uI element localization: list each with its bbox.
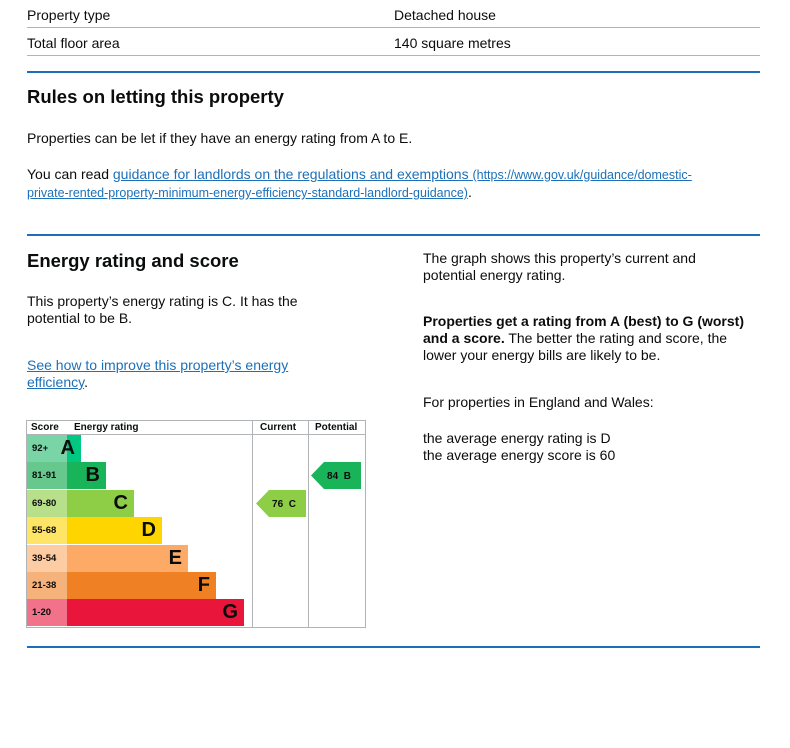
explainer-line: potential energy rating. bbox=[423, 267, 566, 283]
energy-rating-chart bbox=[26, 420, 366, 628]
energy-heading: Energy rating and score bbox=[27, 250, 239, 271]
band-letter: D bbox=[141, 519, 156, 542]
band-score-text: 1-20 bbox=[32, 607, 52, 619]
band-score-c bbox=[27, 490, 67, 517]
band-score-g bbox=[27, 599, 67, 626]
energy-rating-para bbox=[27, 293, 357, 327]
chart-header-score: Score bbox=[31, 422, 59, 433]
band-score-text: 81-91 bbox=[32, 470, 57, 482]
summary-row-floor-area bbox=[27, 28, 760, 56]
rating-scale-explainer bbox=[423, 313, 763, 364]
averages bbox=[423, 430, 763, 464]
summary-row-property-type bbox=[27, 0, 760, 28]
improve-suffix: . bbox=[84, 374, 88, 390]
band-score-e bbox=[27, 545, 67, 572]
band-score-text: 92+ bbox=[32, 443, 49, 454]
guidance-link-url-1: (https://www.gov.uk/guidance/domestic- bbox=[472, 168, 692, 182]
band-f bbox=[67, 572, 216, 599]
chart-column-divider bbox=[252, 421, 253, 627]
band-a bbox=[60, 435, 81, 462]
property-summary-table bbox=[27, 0, 760, 56]
band-g bbox=[67, 599, 244, 626]
rating-line: This property’s energy rating is C. It has the bbox=[27, 293, 298, 309]
section-divider bbox=[27, 234, 760, 236]
band-score-f bbox=[27, 572, 67, 599]
chart-header-current: Current bbox=[260, 422, 297, 433]
potential-rating-arrow-label: 84 B bbox=[327, 471, 351, 483]
summary-value: Detached house bbox=[394, 7, 496, 23]
region-note: For properties in England and Wales: bbox=[423, 394, 654, 410]
band-score-text: 39-54 bbox=[32, 552, 57, 564]
current-rating-arrow bbox=[256, 490, 306, 517]
chart-header-rating: Energy rating bbox=[74, 422, 139, 433]
chart-header-potential: Potential bbox=[315, 422, 358, 433]
band-letter: G bbox=[222, 601, 238, 624]
summary-label: Total floor area bbox=[27, 35, 120, 51]
band-c bbox=[67, 490, 134, 517]
explainer-line: The graph shows this property’s current and bbox=[423, 250, 696, 266]
improve-link-text: See how to improve this property’s energy bbox=[27, 357, 289, 373]
band-score-text: 69-80 bbox=[32, 497, 57, 509]
band-score-d bbox=[27, 517, 67, 544]
band-letter: B bbox=[85, 464, 100, 487]
band-e bbox=[67, 545, 188, 572]
improve-efficiency-link[interactable] bbox=[27, 357, 288, 390]
section-divider bbox=[27, 71, 760, 73]
landlord-guidance-link[interactable] bbox=[27, 166, 692, 200]
potential-rating-arrow bbox=[311, 462, 361, 489]
rating-line: potential to be B. bbox=[27, 310, 133, 326]
guidance-link-text: guidance for landlords on the regulations and exemptions bbox=[112, 166, 469, 182]
scale-text: lower your energy bills are likely to be. bbox=[423, 347, 661, 363]
summary-label: Property type bbox=[27, 7, 111, 23]
band-b bbox=[67, 462, 106, 489]
band-letter: A bbox=[60, 437, 75, 459]
band-d bbox=[67, 517, 162, 544]
band-score-text: 55-68 bbox=[32, 525, 57, 537]
current-rating-arrow-label: 76 C bbox=[272, 498, 296, 510]
band-letter: E bbox=[168, 546, 182, 569]
guidance-suffix: . bbox=[467, 184, 472, 200]
chart-column-divider bbox=[308, 421, 309, 627]
guidance-link-url-2: private-rented-property-minimum-energy-efficiency-standard-landlord-guidance) bbox=[27, 186, 468, 200]
improve-para bbox=[27, 357, 357, 391]
band-score-b bbox=[27, 462, 67, 489]
average-score: the average energy score is 60 bbox=[423, 447, 616, 463]
improve-link-text: efficiency bbox=[27, 374, 85, 390]
band-letter: C bbox=[113, 491, 128, 514]
band-score-text: 21-38 bbox=[32, 580, 57, 591]
average-rating: the average energy rating is D bbox=[423, 430, 611, 446]
scale-text: The better the rating and score, the bbox=[504, 330, 728, 346]
band-letter: F bbox=[197, 574, 210, 596]
summary-value: 140 square metres bbox=[394, 35, 511, 51]
letting-para: Properties can be let if they have an energy rating from A to E. bbox=[27, 130, 413, 146]
scale-bold-text: Properties get a rating from A (best) to G (worst) bbox=[423, 313, 744, 329]
graph-explainer bbox=[423, 250, 763, 284]
letting-guidance-para bbox=[27, 166, 760, 202]
letting-heading: Rules on letting this property bbox=[27, 86, 284, 107]
scale-bold-text: and a score. bbox=[423, 330, 505, 346]
guidance-prefix: You can read bbox=[27, 166, 113, 182]
section-divider bbox=[27, 646, 760, 648]
